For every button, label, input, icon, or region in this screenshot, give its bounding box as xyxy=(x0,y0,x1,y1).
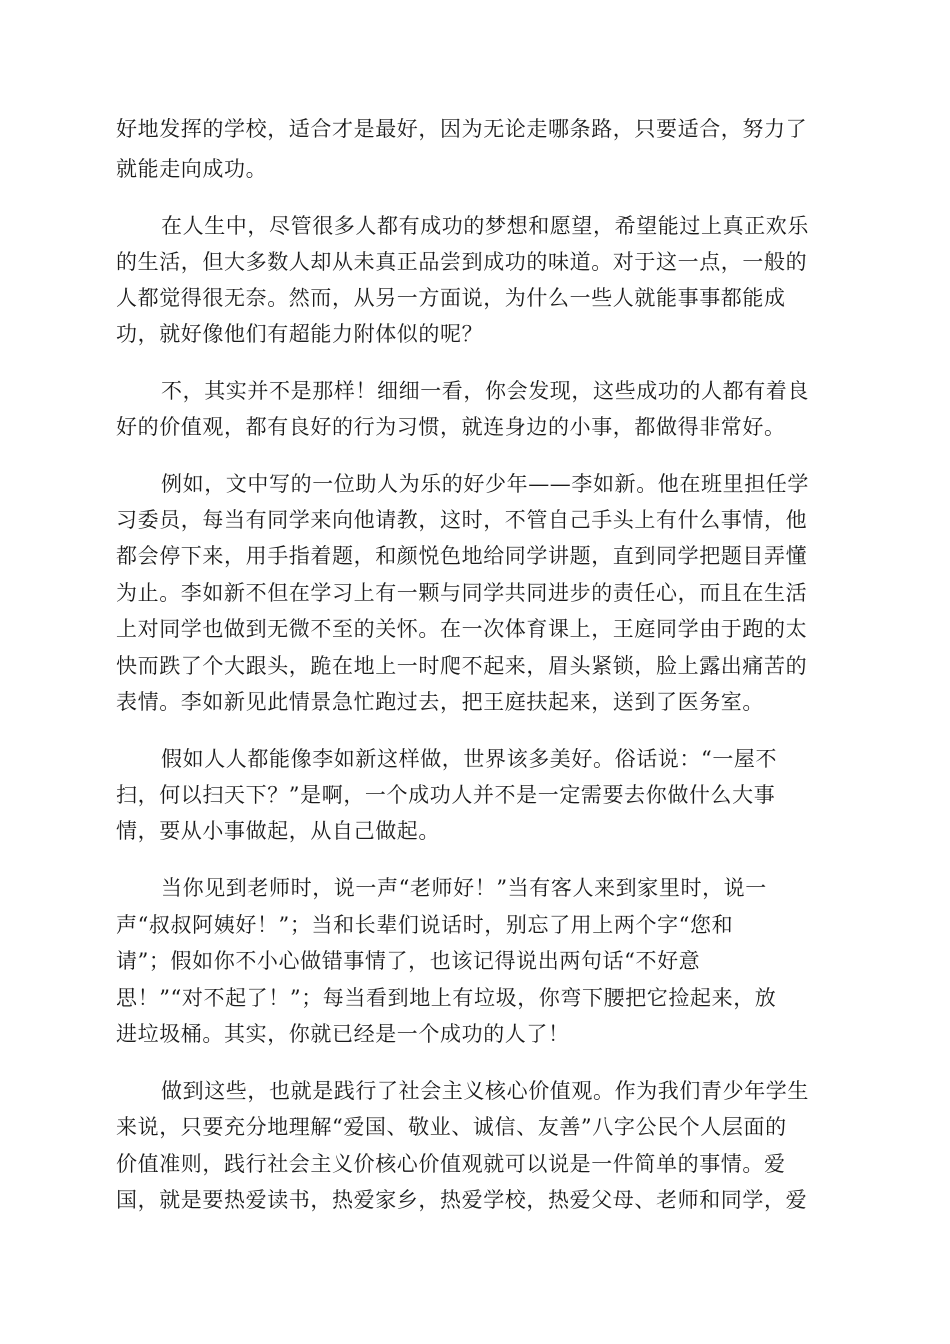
text-line: 在人生中，尽管很多人都有成功的梦想和愿望，希望能过上真正欢乐 xyxy=(161,214,809,238)
text-line: 人都觉得很无奈。然而，从另一方面说，为什么一些人就能事事都能成 xyxy=(116,286,786,310)
text-line: 为止。李如新不但在学习上有一颗与同学共同进步的责任心，而且在生活 xyxy=(116,581,808,605)
text-line: 思！”“对不起了！”；每当看到地上有垃圾，你弯下腰把它捡起来，放 xyxy=(116,986,777,1010)
text-line: 就能走向成功。 xyxy=(116,157,268,181)
text-line: 表情。李如新见此情景急忙跑过去，把王庭扶起来，送到了医务室。 xyxy=(116,690,764,714)
text-line: 好地发挥的学校，适合才是最好，因为无论走哪条路，只要适合，努力了 xyxy=(116,117,808,141)
text-line: 来说，只要充分地理解“爱国、敬业、诚信、友善”八字公民个人层面的 xyxy=(116,1115,787,1139)
text-line: 扫，何以扫天下？”是啊，一个成功人并不是一定需要去你做什么大事 xyxy=(116,783,776,807)
text-line: 请”；假如你不小心做错事情了，也该记得说出两句话“不好意 xyxy=(116,949,701,973)
text-line: 功，就好像他们有超能力附体似的呢？ xyxy=(116,322,484,346)
text-line: 声“叔叔阿姨好！”；当和长辈们说话时，别忘了用上两个字“您和 xyxy=(116,913,734,937)
text-line: 快而跌了个大跟头，跪在地上一时爬不起来，眉头紧锁，脸上露出痛苦的 xyxy=(116,654,808,678)
text-line: 都会停下来，用手指着题，和颜悦色地给同学讲题，直到同学把题目弄懂 xyxy=(116,544,808,568)
text-line: 不，其实并不是那样！细细一看，你会发现，这些成功的人都有着良 xyxy=(161,379,809,403)
text-line: 上对同学也做到无微不至的关怀。在一次体育课上，王庭同学由于跑的太 xyxy=(116,617,808,641)
text-line: 价值准则，践行社会主义价核心价值观就可以说是一件简单的事情。爱 xyxy=(116,1152,786,1176)
text-line: 例如，文中写的一位助人为乐的好少年——李如新。他在班里担任学 xyxy=(161,472,809,496)
text-line: 当你见到老师时，说一声“老师好！”当有客人来到家里时，说一 xyxy=(161,876,767,900)
text-line: 情，要从小事做起，从自己做起。 xyxy=(116,819,440,843)
text-line: 国，就是要热爱读书，热爱家乡，热爱学校，热爱父母、老师和同学，爱 xyxy=(116,1188,808,1212)
text-line: 进垃圾桶。其实，你就已经是一个成功的人了！ xyxy=(116,1022,570,1046)
text-line: 习委员，每当有同学来向他请教，这时，不管自己手头上有什么事情，他 xyxy=(116,508,808,532)
text-line: 的生活，但大多数人却从未真正品尝到成功的味道。对于这一点，一般的 xyxy=(116,250,808,274)
text-line: 假如人人都能像李如新这样做，世界该多美好。俗话说：“一屋不 xyxy=(161,747,778,771)
text-line: 做到这些，也就是践行了社会主义核心价值观。作为我们青少年学生 xyxy=(161,1079,809,1103)
text-line: 好的价值观，都有良好的行为习惯，就连身边的小事，都做得非常好。 xyxy=(116,415,786,439)
